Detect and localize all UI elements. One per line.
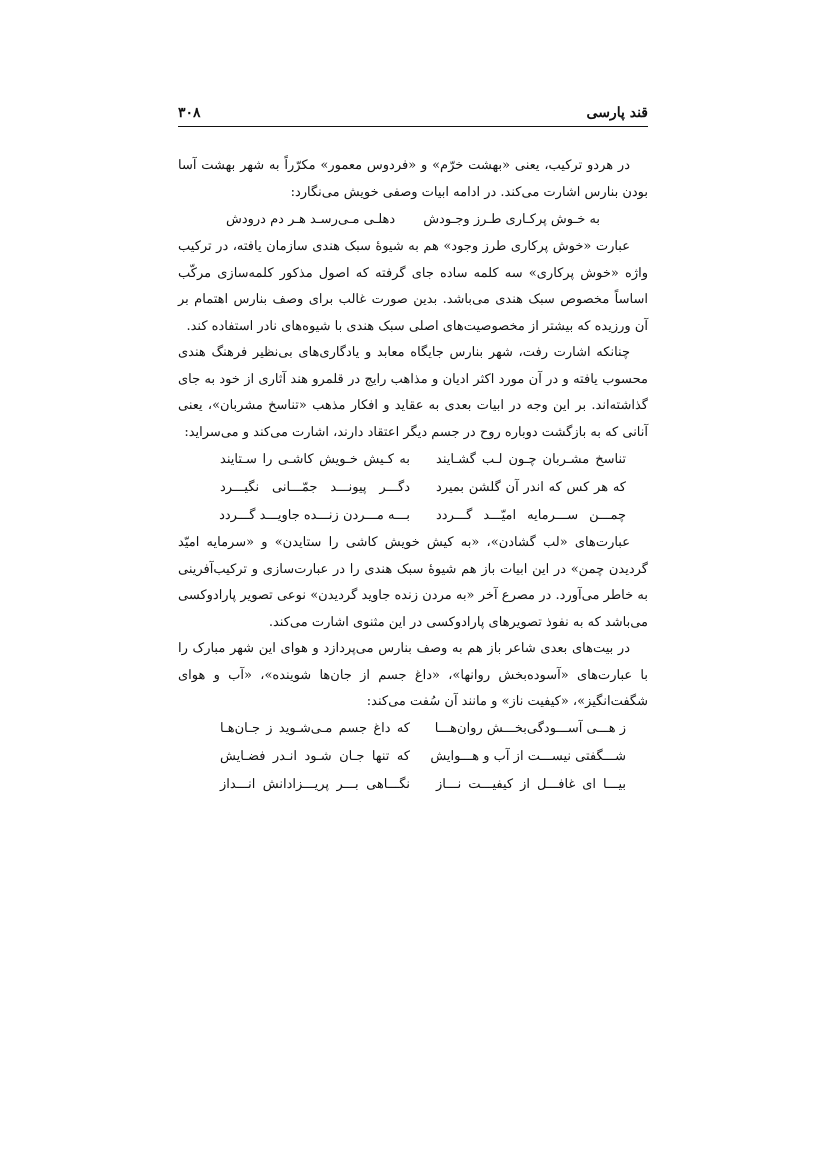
hemistich-1: شـــگفتی نیســـت از آب و هـــوایش: [430, 749, 626, 765]
hemistich-2: که تنها جـان شـود انـدر فضـایش: [220, 749, 410, 765]
verse-1-hemistich-2: دهلـی مـی‌رسـد هـر دم درودش: [225, 211, 396, 227]
hemistich-2: دگـــر پیونـــد جمّـــانی نگیـــرد: [220, 479, 410, 495]
paragraph-4: عبارت‌های «لب گشادن»، «به کیش خویش کاشی را ستایدن» و «سرمایه امیّد گردیدن چمن» در این ابیات باز هم شیوهٔ سبک هندی را در عبارت‌سازی و ترکیب‌آفرینی به خاطر می‌آورد. در مصرع آخر «به مردن زنده جاوید گردیدن» نوعی تصویر پارادوکسی می‌باشد که به نفوذ تصویرهای پارادوکسی در این مثنوی اشارت می‌کند.: [178, 535, 648, 630]
verse-row: [178, 446, 648, 474]
verse-1: [178, 206, 648, 234]
verse-block-3: [178, 716, 648, 800]
verse-row: [178, 502, 648, 530]
hemistich-2: به کـیش خـویش کاشـی را سـتایند: [220, 451, 410, 467]
verse-block-2: [178, 446, 648, 530]
paragraph-1: در هردو ترکیب، یعنی «بهشت خرّم» و «فردوس معمور» مکرّراً به شهر بهشت آسا بودن بنارس اشارت می‌کند. در ادامه ابیات وصفی خویش می‌نگارد:: [178, 158, 648, 200]
hemistich-1: چمـــن ســـرمایه امیّـــد گـــردد: [436, 507, 626, 523]
verse-row: [178, 474, 648, 502]
book-title: قند پارسی: [586, 105, 648, 121]
header-rule: [178, 126, 648, 127]
verse-row: [178, 744, 648, 772]
body-text: [178, 153, 648, 800]
hemistich-1: که هر کس که اندر آن گلشن بمیرد: [436, 479, 626, 495]
verse-1-hemistich-1: به خـوش پرکـاری طـرز وجـودش: [423, 211, 601, 227]
hemistich-2: بـــه مـــردن زنـــده جاویـــد گـــردد: [219, 507, 410, 523]
hemistich-1: تناسخ مشـربان چـون لـب گشـایند: [436, 451, 626, 467]
paragraph-3: چنانکه اشارت رفت، شهر بنارس جایگاه معابد و یادگاری‌های بی‌نظیر فرهنگ هندی محسوب یافته و در آن مورد اکثر ادیان و مذاهب رایج در قلمرو هند آثاری از خود به جای گذاشته‌اند. بر این وجه در ابیات بعدی به عقاید و افکار مذهب «تناسخ مشربان»، یعنی آنانی که به بازگشت دوباره روح در جسم دیگر اعتقاد دارند، اشارت می‌کند و می‌سراید:: [178, 345, 648, 440]
running-header: [178, 102, 648, 124]
paragraph-2: عبارت «خوش پرکاری طرز وجود» هم به شیوهٔ سبک هندی سازمان یافته، در ترکیب واژه «خوش پرکاری» سه کلمه ساده جای گرفته که اصول مذکور کلمه‌سازی مرکّب اساساً مخصوص سبک هندی می‌باشد. بدین صورت غالب برای وصف بنارس اهتمام بر آن ورزیده که بیشتر از مخصوصیت‌های اصلی سبک هندی با شیوه‌های نادر استفاده کند.: [178, 239, 648, 334]
hemistich-2: نگـــاهی بـــر پریـــزادانش انـــداز: [220, 777, 410, 793]
hemistich-2: که داغ جسم مـی‌شـوید ز جـان‌هـا: [220, 721, 410, 737]
verse-row: [178, 772, 648, 800]
paragraph-5: در بیت‌های بعدی شاعر باز هم به وصف بنارس می‌پردازد و هوای این شهر مبارک را با عبارت‌های «آسوده‌بخش روانها»، «داغ جسم از جان‌ها شوینده»، «آب و هوای شگفت‌انگیز»، «کیفیت ناز» و مانند آن سُفت می‌کند:: [178, 641, 648, 709]
hemistich-1: ز هـــی آســـودگی‌بخـــش روان‌هـــا: [434, 721, 626, 737]
hemistich-1: بیـــا ای غافـــل از کیفیـــت نـــاز: [436, 777, 626, 793]
verse-row: [178, 716, 648, 744]
page-number: ۳۰۸: [178, 105, 201, 121]
